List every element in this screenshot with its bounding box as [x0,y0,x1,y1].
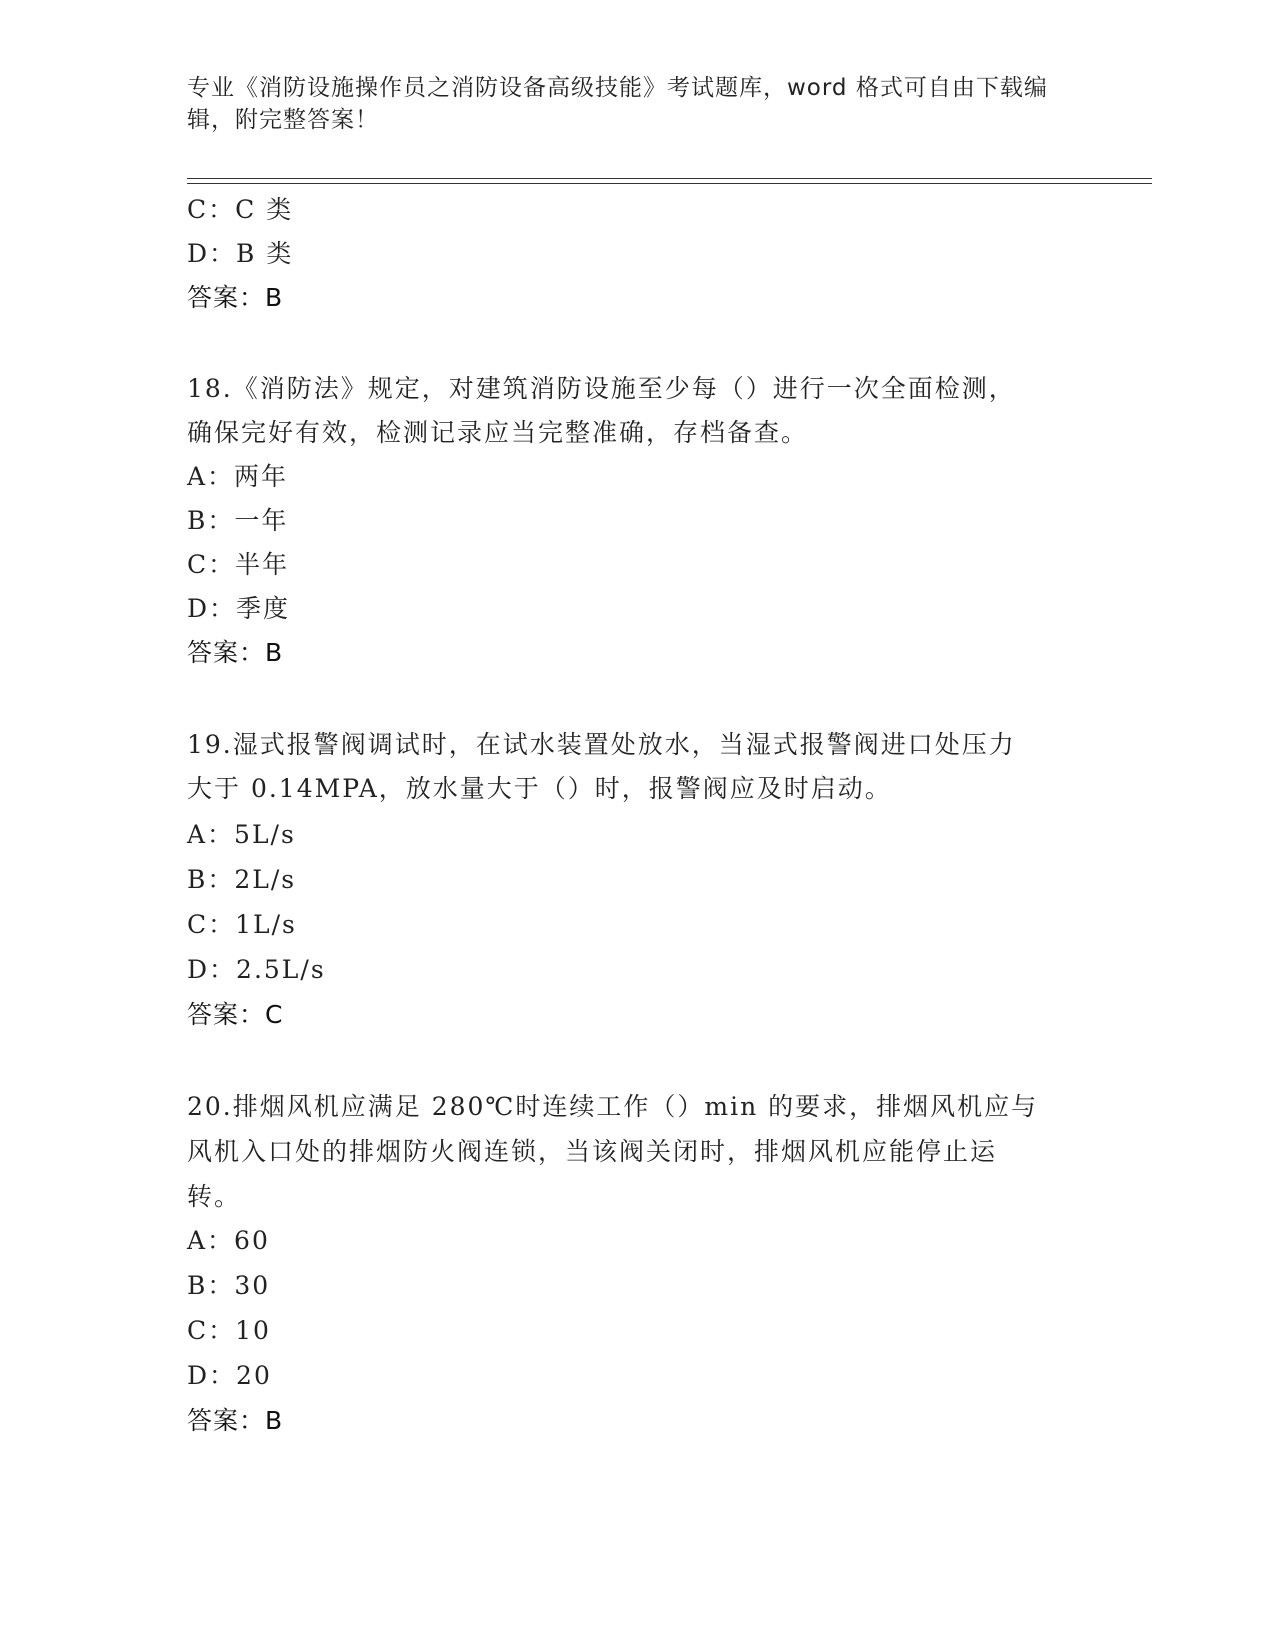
option-line: B：一年 [187,506,289,535]
document-header [187,72,1067,136]
answer-line: 答案：C [187,1000,284,1029]
option-line: C：C 类 [187,195,294,224]
option-line: C：半年 [187,550,290,579]
answer-line: 答案：B [187,283,284,312]
question-stem: 确保完好有效，检测记录应当完整准确，存档备查。 [187,418,809,447]
header-divider [187,178,1152,179]
option-line: A：两年 [187,462,289,491]
answer-line: 答案：B [187,1406,284,1435]
option-line: A：5L/s [187,820,296,849]
option-line: C：10 [187,1316,271,1345]
header-line: 专业《消防设施操作员之消防设备高级技能》考试题库，word 格式可自由下载编 [187,75,1048,101]
question-stem: 大于 0.14MPA，放水量大于（）时，报警阀应及时启动。 [187,774,892,803]
option-line: D：B 类 [187,239,294,268]
option-line: B：30 [187,1271,271,1300]
question-stem: 风机入口处的排烟防火阀连锁，当该阀关闭时，排烟风机应能停止运 [187,1137,998,1166]
question-stem: 19.湿式报警阀调试时，在试水装置处放水，当湿式报警阀进口处压力 [187,730,1016,759]
option-line: D：2.5L/s [187,955,326,984]
option-line: C：1L/s [187,910,297,939]
option-line: D：季度 [187,594,291,623]
option-line: B：2L/s [187,865,297,894]
option-line: A：60 [187,1226,270,1255]
question-stem: 20.排烟风机应满足 280℃时连续工作（）min 的要求，排烟风机应与 [187,1092,1039,1121]
question-stem: 18.《消防法》规定，对建筑消防设施至少每（）进行一次全面检测， [187,374,1016,403]
header-line: 辑，附完整答案！ [187,107,379,133]
option-line: D：20 [187,1361,272,1390]
header-divider [187,183,1152,184]
answer-line: 答案：B [187,638,284,667]
question-stem: 转。 [187,1182,242,1211]
